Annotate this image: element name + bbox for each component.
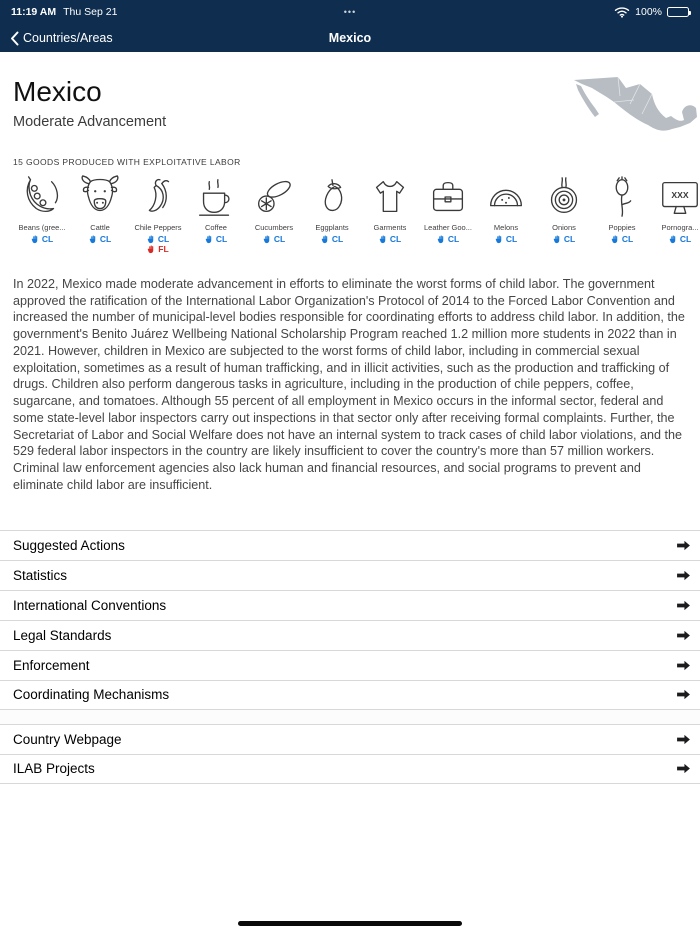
hand-icon xyxy=(669,235,678,244)
hand-icon xyxy=(321,235,330,244)
cl-badge: CL xyxy=(495,234,517,244)
good-label: Pornogra... xyxy=(661,223,699,232)
arrow-right-icon xyxy=(676,660,691,671)
garments-icon xyxy=(367,174,413,220)
arrow-right-icon xyxy=(676,630,691,641)
status-date: Thu Sep 21 xyxy=(63,6,118,18)
melons-icon xyxy=(483,174,529,220)
good-item-pornography[interactable] xyxy=(651,174,700,254)
cucumbers-icon xyxy=(251,174,297,220)
leather-goods-icon xyxy=(425,174,471,220)
section-list xyxy=(0,530,700,710)
good-item-melons[interactable] xyxy=(477,174,535,254)
hand-icon xyxy=(611,235,620,244)
cl-badge: CL xyxy=(205,234,227,244)
link-list xyxy=(0,724,700,784)
page-title: Mexico xyxy=(13,76,102,107)
link-row-country-webpage[interactable]: Country Webpage xyxy=(0,724,700,754)
good-item-beans[interactable] xyxy=(13,174,71,254)
country-summary: In 2022, Mexico made moderate advancement in efforts to eliminate the worst forms of child labor. The government approved the ratification of the International Labor Organization's Protocol of 2014 to the Forced Labor Convention and increased the number of municipal-level bodies responsible for coordinating efforts to address child labor. In addition, the government's Benito Juárez Wellbeing National Scholarship Program reached 1.2 million more students in 2022 than in 2021. However, children in Mexico are subjected to the worst forms of child labor, including in commercial sexual exploitation, sometimes as a result of human trafficking, and in illicit activities, such as the production and trafficking of drugs. Children also perform dangerous tasks in agriculture, including in the production of chile peppers, coffee, sugarcane, and tomatoes. Although 55 percent of all employment in Mexico occurs in the informal sector, federal and some state-level labor inspectors carry out inspections in that sector only after receiving formal complaints. Further, the Secretariat of Labor and Social Welfare does not have an internal system to track cases of child labor violations, and the 529 federal labor inspectors in the country are likely insufficient to cover the country's more than 57 million workers. Criminal law enforcement agencies also lack human and financial resources, and social programs to prevent and eliminate child labor are insufficient. xyxy=(13,277,685,492)
goods-carousel[interactable] xyxy=(0,174,700,254)
good-item-cattle[interactable] xyxy=(71,174,129,254)
good-item-cucumbers[interactable] xyxy=(245,174,303,254)
arrow-right-icon xyxy=(676,570,691,581)
battery-percent: 100% xyxy=(635,6,662,18)
good-label: Poppies xyxy=(608,223,636,232)
back-button[interactable] xyxy=(0,31,123,46)
hand-icon xyxy=(495,235,504,244)
good-label: Eggplants xyxy=(315,223,349,232)
good-label: Chile Peppers xyxy=(134,223,182,232)
good-item-chile-peppers[interactable] xyxy=(129,174,187,254)
good-item-onions[interactable] xyxy=(535,174,593,254)
arrow-right-icon xyxy=(676,600,691,611)
section-row-legal-standards[interactable]: Legal Standards xyxy=(0,620,700,650)
eggplants-icon xyxy=(309,174,355,220)
cl-badge: CL xyxy=(553,234,575,244)
fl-badge: FL xyxy=(147,244,168,254)
good-label: Coffee xyxy=(205,223,227,232)
hand-icon xyxy=(379,235,388,244)
cl-badge: CL xyxy=(31,234,53,244)
cl-badge: CL xyxy=(611,234,633,244)
top-bar xyxy=(0,0,700,52)
goods-heading: 15 GOODS PRODUCED WITH EXPLOITATIVE LABOR xyxy=(13,157,241,167)
hand-icon xyxy=(147,245,156,254)
cl-badge: CL xyxy=(437,234,459,244)
good-label: Leather Goo... xyxy=(424,223,472,232)
svg-text:XXX: XXX xyxy=(671,189,689,200)
home-indicator[interactable] xyxy=(238,921,462,926)
navigation-bar xyxy=(0,24,700,52)
chile-peppers-icon xyxy=(135,174,181,220)
good-item-coffee[interactable] xyxy=(187,174,245,254)
group-divider xyxy=(0,710,700,724)
good-label: Cucumbers xyxy=(254,223,294,232)
good-item-leather-goods[interactable] xyxy=(419,174,477,254)
good-item-eggplants[interactable] xyxy=(303,174,361,254)
cl-badge: CL xyxy=(89,234,111,244)
hand-icon xyxy=(31,235,40,244)
good-label: Onions xyxy=(552,223,576,232)
hand-icon xyxy=(437,235,446,244)
coffee-icon xyxy=(193,174,239,220)
cl-badge: CL xyxy=(669,234,691,244)
section-row-international-conventions[interactable]: International Conventions xyxy=(0,590,700,620)
hand-icon xyxy=(147,235,156,244)
onions-icon xyxy=(541,174,587,220)
hand-icon xyxy=(553,235,562,244)
good-item-poppies[interactable] xyxy=(593,174,651,254)
good-label: Garments xyxy=(373,223,407,232)
beans-icon xyxy=(19,174,65,220)
hand-icon xyxy=(205,235,214,244)
good-label: Melons xyxy=(493,223,519,232)
good-item-garments[interactable] xyxy=(361,174,419,254)
multitask-dots-icon: ••• xyxy=(343,7,357,17)
pornography-icon xyxy=(657,174,700,220)
hand-icon xyxy=(263,235,272,244)
cl-badge: CL xyxy=(263,234,285,244)
cl-badge: CL xyxy=(379,234,401,244)
good-label: Cattle xyxy=(90,223,110,232)
status-bar xyxy=(0,0,700,24)
good-label: Beans (gree... xyxy=(18,223,66,232)
battery-icon xyxy=(667,7,689,17)
arrow-right-icon xyxy=(676,763,691,774)
advancement-level: Moderate Advancement xyxy=(13,114,167,130)
arrow-right-icon xyxy=(676,540,691,551)
back-chevron-icon xyxy=(10,31,19,46)
link-row-ilab-projects[interactable]: ILAB Projects xyxy=(0,754,700,784)
arrow-right-icon xyxy=(676,734,691,745)
status-time: 11:19 AM xyxy=(11,6,57,18)
nav-title: Mexico xyxy=(328,31,372,45)
hand-icon xyxy=(89,235,98,244)
cl-badge: CL xyxy=(321,234,343,244)
cattle-icon xyxy=(77,174,123,220)
section-row-statistics[interactable]: Statistics xyxy=(0,560,700,590)
back-label: Countries/Areas xyxy=(23,31,113,45)
section-row-coordinating-mechanisms[interactable]: Coordinating Mechanisms xyxy=(0,680,700,710)
section-row-enforcement[interactable]: Enforcement xyxy=(0,650,700,680)
poppies-icon xyxy=(599,174,645,220)
cl-badge: CL xyxy=(147,234,169,244)
section-row-suggested-actions[interactable]: Suggested Actions xyxy=(0,530,700,560)
arrow-right-icon xyxy=(676,689,691,700)
